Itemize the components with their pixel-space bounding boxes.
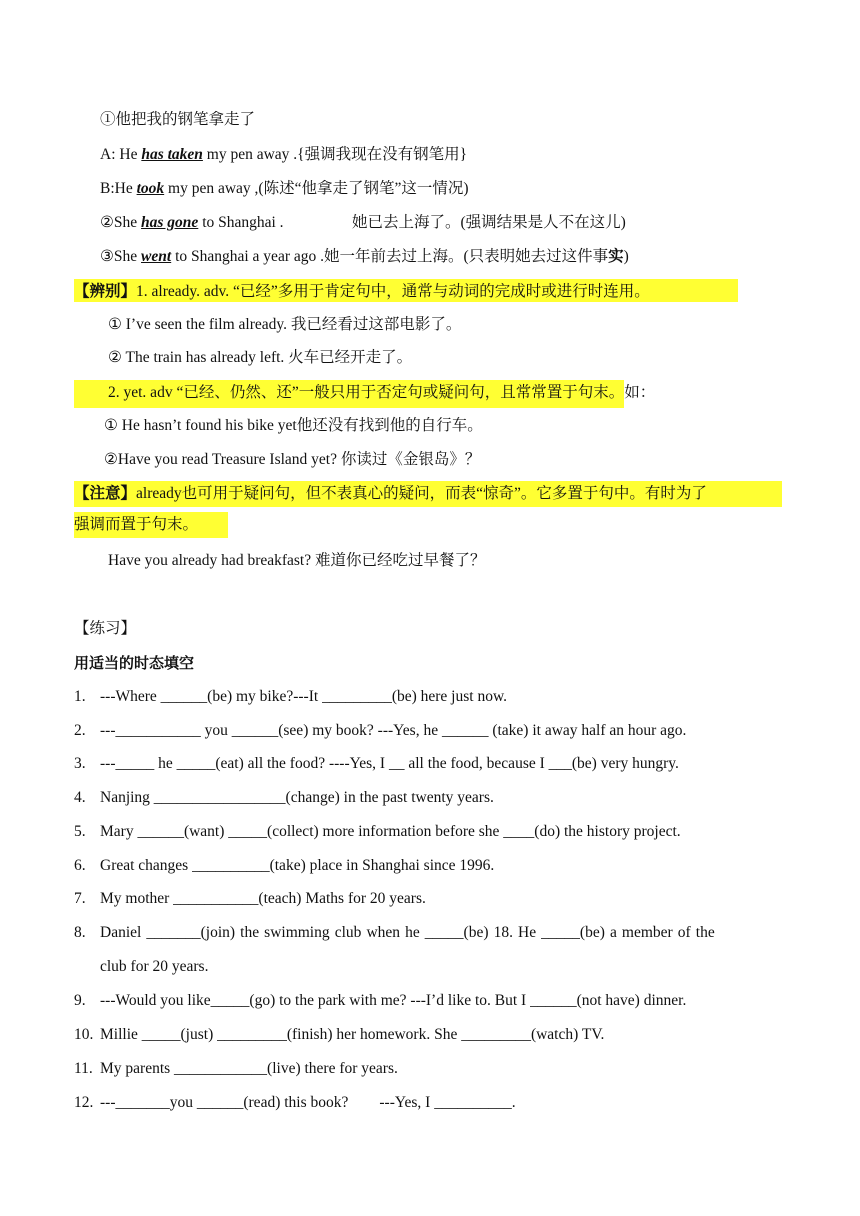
item-number: 9. [74, 992, 86, 1009]
example-d-end: ) [623, 248, 629, 265]
distinguish-ex2: ② The train has already left. 火车已经开走了。 [108, 349, 413, 366]
note-line1 [74, 481, 782, 507]
practice-item [74, 1024, 604, 1046]
example-c [100, 212, 284, 234]
example-b-pre: B:He [100, 180, 137, 197]
example-intro: ①他把我的钢笔拿走了 [100, 111, 256, 128]
item-text: ---___________ you ______(see) my book? ---Yes, he ______ (take) it away half an hour ago. [100, 722, 687, 739]
practice-item [74, 1058, 398, 1080]
item-number: 4. [74, 789, 86, 806]
example-d [100, 246, 629, 268]
item-number: 11. [74, 1060, 93, 1077]
item-text: My parents ____________(live) there for years. [100, 1060, 398, 1077]
practice-item [74, 787, 494, 809]
item-text: ---_____ he _____(eat) all the food? ----Yes, I __ all the food, because I ___(be) very hungry. [100, 755, 679, 772]
note-tag: 【注意】 [74, 485, 137, 502]
distinguish-ex3: ① He hasn’t found his bike yet他还没有找到他的自行车。 [104, 417, 483, 434]
item-number: 5. [74, 823, 86, 840]
note-text1: already也可用于疑问句，但不表真心的疑问，而表“惊奇”。它多置于句中。有时为了 [136, 485, 707, 502]
practice-subheading: 用适当的时态填空 [74, 654, 195, 672]
practice-item [74, 686, 507, 708]
item-text: Daniel _______(join) the swimming club when he _____(be) 18. He _____(be) a member of the [100, 924, 715, 941]
practice-heading: 【练习】 [74, 620, 137, 637]
item-text: Great changes __________(take) place in Shanghai since 1996. [100, 857, 495, 874]
distinguish-ex4: ②Have you read Treasure Island yet? 你读过《金银岛》？ [104, 451, 481, 468]
item-text: ---Would you like_____(go) to the park with me? ---I’d like to. But I ______(not have) dinner. [100, 992, 687, 1009]
example-d-verb: went [141, 248, 172, 265]
distinguish-tag: 【辨别】 [74, 283, 137, 300]
distinguish-line2 [74, 380, 655, 408]
example-a [100, 144, 467, 166]
example-a-post: my pen away .{强调我现在没有钢笔用} [202, 146, 468, 163]
example-c-post: to Shanghai . [198, 214, 284, 231]
distinguish-ex1: ① I’ve seen the film already. 我已经看过这部电影了。 [108, 316, 462, 333]
item-text: My mother ___________(teach) Maths for 20 years. [100, 890, 426, 907]
practice-item [74, 753, 679, 775]
practice-item [74, 720, 686, 742]
example-d-post: to Shanghai a year ago .她一年前去过上海。(只表明她去过这件事 [171, 248, 609, 265]
note-line2: 强调而置于句末。 [74, 512, 228, 538]
item-number: 12. [74, 1094, 94, 1111]
item-text: Mary ______(want) _____(collect) more information before she ____(do) the history project. [100, 823, 681, 840]
example-c-pre: ②She [100, 214, 142, 231]
distinguish-text2-tail: 如： [624, 384, 656, 401]
item-number: 7. [74, 890, 86, 907]
item-number: 10. [74, 1026, 94, 1043]
example-b [100, 178, 469, 200]
item-text: Millie _____(just) _________(finish) her homework. She _________(watch) TV. [100, 1026, 605, 1043]
distinguish-text1: 1. already. adv. “已经”多用于肯定句中，通常与动词的完成时或进行时连用。 [136, 283, 650, 300]
item-text: Nanjing _________________(change) in the past twenty years. [100, 789, 494, 806]
note-example: Have you already had breakfast? 难道你已经吃过早餐了？ [108, 552, 486, 569]
example-c-note: 她已去上海了。(强调结果是人不在这儿) [352, 214, 626, 231]
item-text: ---Where ______(be) my bike?---It _________(be) here just now. [100, 688, 508, 705]
example-c-verb: has gone [141, 214, 199, 231]
distinguish-text2: 2. yet. adv “已经、仍然、还”一般只用于否定句或疑问句，且常常置于句末。 [74, 380, 624, 408]
item-number: 2. [74, 722, 86, 739]
practice-item [74, 1092, 516, 1114]
practice-item [74, 855, 494, 877]
item-number: 8. [74, 924, 86, 941]
example-a-pre: A: He [100, 146, 142, 163]
distinguish-line1 [74, 279, 738, 302]
example-b-verb: took [136, 180, 165, 197]
item-number: 1. [74, 688, 86, 705]
example-a-verb: has taken [141, 146, 203, 163]
example-d-pre: ③She [100, 248, 142, 265]
practice-item [74, 888, 426, 910]
item-text: ---_______you ______(read) this book? ---Yes, I __________. [100, 1094, 516, 1111]
practice-item [74, 922, 788, 944]
item-number: 6. [74, 857, 86, 874]
example-b-post: my pen away ,(陈述“他拿走了钢笔”这一情况) [164, 180, 469, 197]
practice-item-continued: club for 20 years. [100, 958, 209, 975]
practice-item [74, 821, 681, 843]
practice-item [74, 990, 686, 1012]
item-number: 3. [74, 755, 86, 772]
example-d-tail: 实 [608, 248, 624, 265]
